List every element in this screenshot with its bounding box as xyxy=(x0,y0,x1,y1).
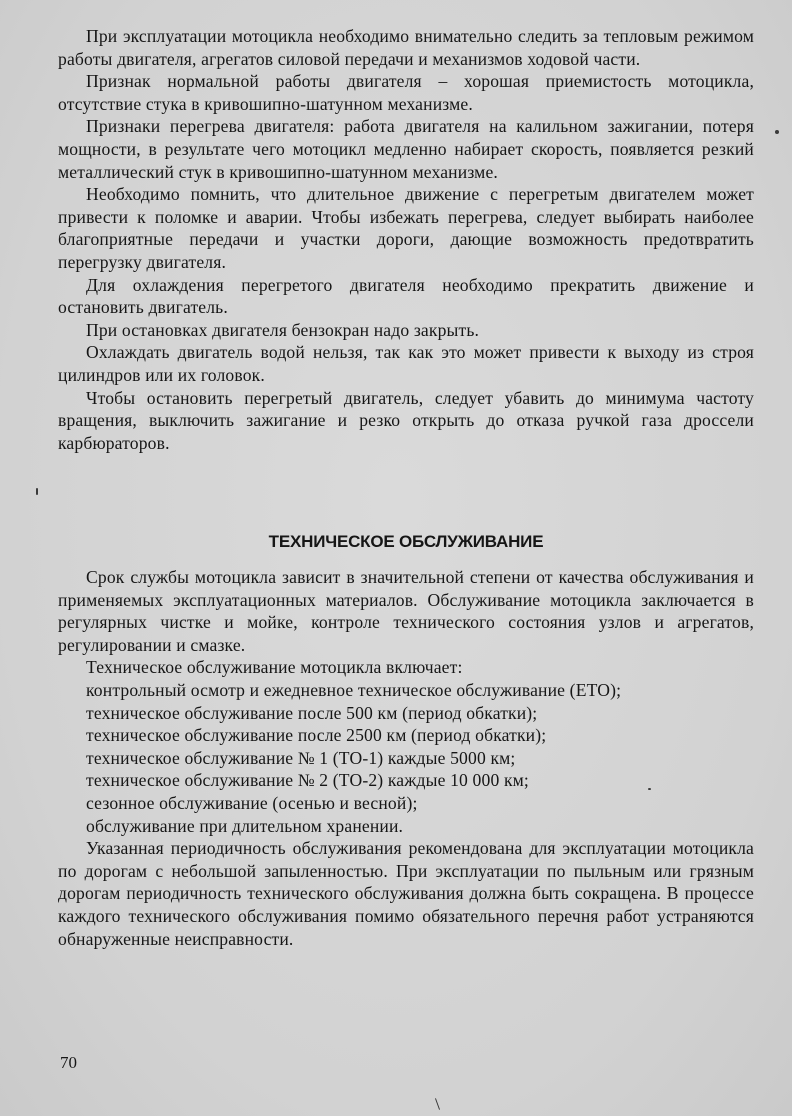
scan-speck xyxy=(435,1098,440,1110)
list-item: техническое обслуживание после 500 км (период обкатки); xyxy=(86,702,538,723)
scan-speck xyxy=(775,130,779,134)
bottom-text-block xyxy=(58,566,754,950)
paragraph: Охлаждать двигатель водой нельзя, так как это может привести к выходу из строя цилиндров или их головок. xyxy=(58,342,754,385)
paragraph: При остановках двигателя бензокран надо закрыть. xyxy=(86,319,480,340)
scan-speck xyxy=(648,788,651,790)
top-text-block xyxy=(58,25,754,454)
paragraph: Чтобы остановить перегретый двигатель, следует убавить до минимума частоту вращения, выключить зажигание и резко открыть до отказа ручкой газа дроссели карбюраторов. xyxy=(58,387,754,453)
list-item: техническое обслуживание № 2 (ТО-2) каждые 10 000 км; xyxy=(86,770,529,791)
paragraph: Признаки перегрева двигателя: работа двигателя на калильном зажигании, потеря мощности, в результате чего мотоцикл медленно набирает скорость, появляется резкий металлический стук в кривошипно-шатунном механизме. xyxy=(58,116,754,182)
list-item: техническое обслуживание после 2500 км (период обкатки); xyxy=(86,725,547,746)
paragraph: Для охлаждения перегретого двигателя необходимо прекратить движение и остановить двигатель. xyxy=(58,274,754,318)
section-intro-paragraph: Срок службы мотоцикла зависит в значительной степени от качества обслуживания и применяемых эксплуатационных материалов. Обслуживание мотоцикла заключается в регулярных чистке и мойке, контроле технического состояния узлов и агрегатов, регулировании и смазке. xyxy=(58,567,754,655)
paragraph: Признак нормальной работы двигателя – хорошая приемистость мотоцикла, отсутствие стука в кривошипно-шатунном механизме. xyxy=(58,71,754,114)
maintenance-list xyxy=(58,679,754,837)
paragraph: Необходимо помнить, что длительное движение с перегретым двигателем может привести к поломке и аварии. Чтобы избежать перегрева, следует выбирать наиболее благоприятные передачи и участки дороги, дающие возможность предотвратить перегрузку двигателя. xyxy=(58,184,754,272)
list-intro: Техническое обслуживание мотоцикла включает: xyxy=(86,657,463,678)
list-item: техническое обслуживание № 1 (ТО-1) каждые 5000 км; xyxy=(86,747,516,768)
page-number: 70 xyxy=(60,1053,77,1072)
closing-paragraph: Указанная периодичность обслуживания рекомендована для эксплуатации мотоцикла по дорогам с небольшой запыленностью. При эксплуатации по пыльным или грязным дорогам периодичность технического обслуживания должна быть сокращена. В процессе каждого технического обслуживания помимо обязательного перечня работ устраняются обнаруженные неисправности. xyxy=(58,838,754,949)
paragraph: При эксплуатации мотоцикла необходимо внимательно следить за тепловым режимом работы двигателя, агрегатов силовой передачи и механизмов ходовой части. xyxy=(58,26,754,69)
list-item: сезонное обслуживание (осенью и весной); xyxy=(86,792,418,813)
section-heading: ТЕХНИЧЕСКОЕ ОБСЛУЖИВАНИЕ xyxy=(268,532,544,551)
scan-speck xyxy=(36,488,38,495)
list-item: обслуживание при длительном хранении. xyxy=(86,815,404,836)
list-item: контрольный осмотр и ежедневное техническое обслуживание (ЕТО); xyxy=(86,679,622,700)
